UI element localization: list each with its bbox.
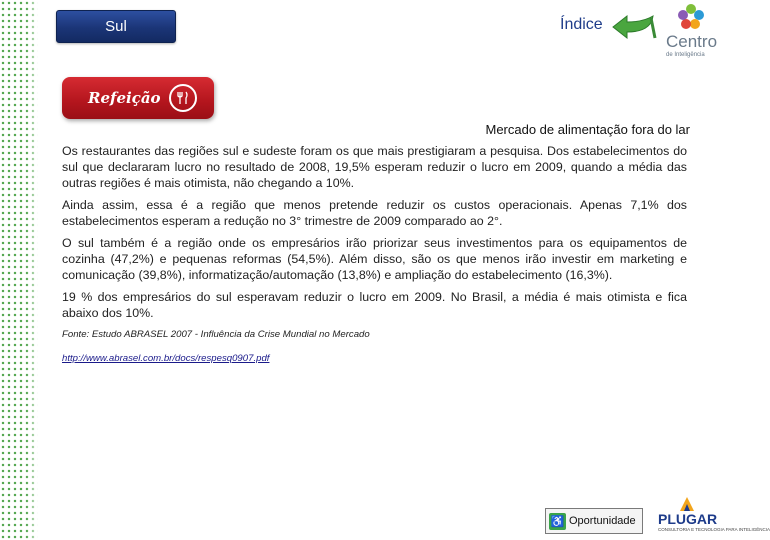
plugar-logo <box>656 495 770 537</box>
left-strip-fade <box>26 0 42 540</box>
plugar-logo-tagline: CONSULTORIA E TECNOLOGIA PARA INTELIGÊNCIA <box>658 527 770 532</box>
page-title: Mercado de alimentação fora do lar <box>485 122 690 137</box>
index-link[interactable]: Índice <box>560 16 603 33</box>
paragraph-4: 19 % dos empresários do sul esperavam reduzir o lucro em 2009. No Brasil, a média é mais otimista e fica abaixo dos 10%. <box>62 290 687 320</box>
source-text: Fonte: Estudo ABRASEL 2007 - Influência da Crise Mundial no Mercado <box>62 329 370 340</box>
opportunity-icon: ♿ <box>549 513 566 530</box>
opportunity-label: Oportunidade <box>569 515 636 527</box>
centro-logo-word: Centro <box>666 32 718 51</box>
region-sul-button[interactable] <box>56 10 176 43</box>
opportunity-button[interactable] <box>545 508 643 534</box>
source-link[interactable]: http://www.abrasel.com.br/docs/respesq0907.pdf <box>62 353 270 364</box>
centro-logo-sub: de Inteligência <box>666 52 705 58</box>
main-content <box>62 143 687 367</box>
refeicao-badge <box>62 77 214 119</box>
centro-flower-icon <box>676 2 706 32</box>
paragraph-3: O sul também é a região onde os empresários irão priorizar seus investimentos para os equipamentos de cozinha (47,2%) e pequenas reformas (54,5%). Além disso, são os que menos irão investir em marketing e comunicação (39,8%), informatização/automação (13,8%) e ampliação do estabelecimento (16,3%). <box>62 236 687 282</box>
fork-knife-icon <box>169 84 197 112</box>
plugar-logo-name: PLUGAR <box>658 511 718 527</box>
paragraph-2: Ainda assim, essa é a região que menos pretende reduzir os custos operacionais. Apenas 7,1% dos estabelecimentos esperam a redução no 3° trimestre de 2009 comparado ao 2°. <box>62 198 687 228</box>
region-sul-label: Sul <box>105 18 127 35</box>
paragraph-1: Os restaurantes das regiões sul e sudeste foram os que mais prestigiaram a pesquisa. Dos estabelecimentos do sul que declararam lucro no resultado de 2008, 19,5% esperam reduzir o lucro em 2009, quando a média das outras regiões é mais otimista, não chegando a 10%. <box>62 144 687 190</box>
back-arrow-icon[interactable] <box>611 12 657 42</box>
centro-logo <box>662 2 718 60</box>
refeicao-label: Refeição <box>88 89 161 107</box>
